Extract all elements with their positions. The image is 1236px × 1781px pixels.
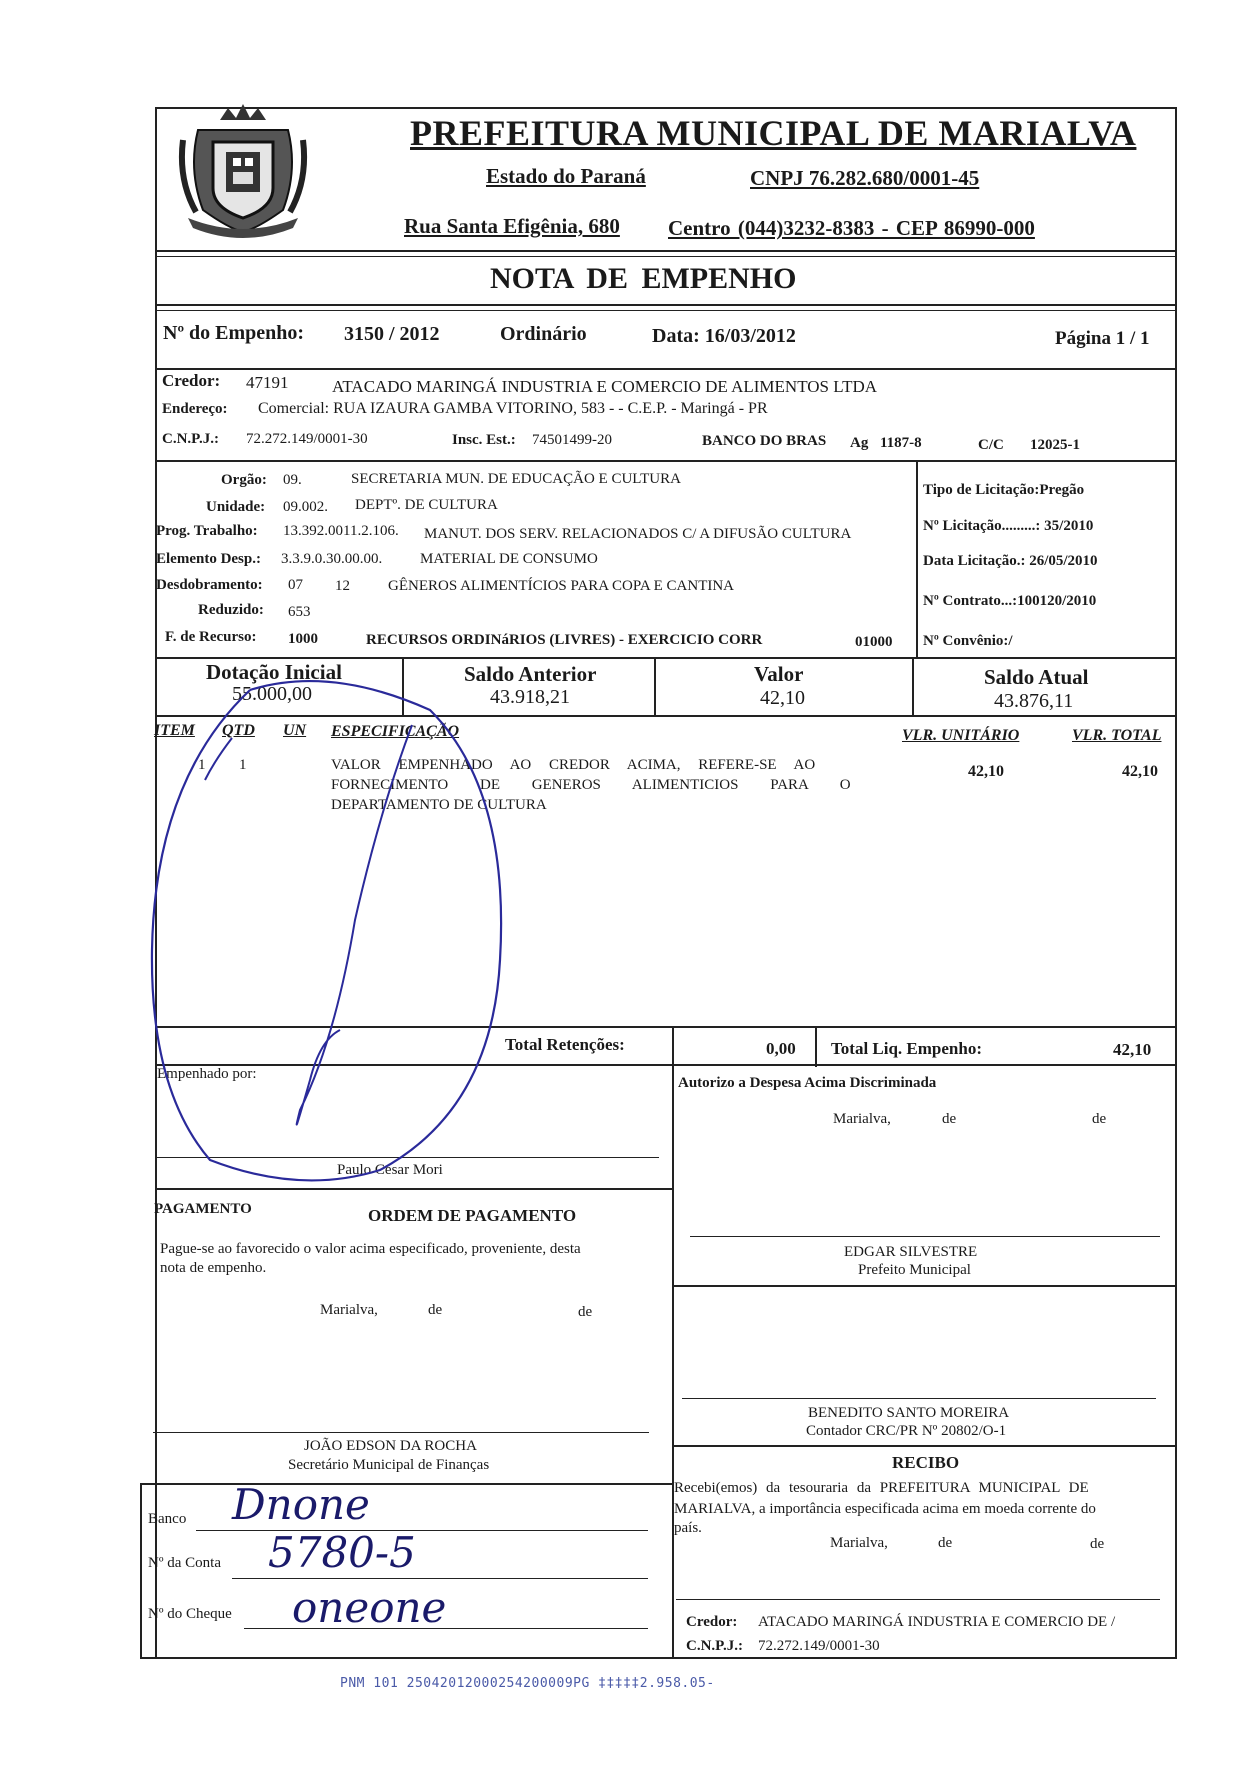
col-un: UN: [283, 722, 307, 739]
empenho-number: 3150 / 2012: [344, 323, 440, 345]
credor-code: 47191: [246, 373, 289, 392]
state-name: Estado do Paraná: [486, 164, 646, 188]
page-number: Página 1 / 1: [1055, 328, 1150, 349]
prog-code: 13.392.0011.2.106.: [283, 523, 399, 539]
cheque-label: Nº do Cheque: [148, 1606, 232, 1622]
address-contact: Centro (044)3232-8383 - CEP 86990-000: [668, 216, 1035, 240]
autorizo-city: Marialva,: [833, 1111, 891, 1127]
recurso-code: 1000: [288, 631, 318, 647]
item-unit-value: 42,10: [968, 763, 1004, 780]
empenhado-por-label: Empenhado por:: [157, 1066, 257, 1082]
recurso-label: F. de Recurso:: [165, 629, 257, 645]
reduzido-value: 653: [288, 604, 311, 620]
unidade-label: Unidade:: [206, 499, 266, 515]
recibo-credor-name: ATACADO MARINGÁ INDUSTRIA E COMERCIO DE /: [758, 1614, 1116, 1630]
empenho-number-label: Nº do Empenho:: [163, 322, 305, 344]
ordem-pagamento-title: ORDEM DE PAGAMENTO: [368, 1206, 577, 1225]
conta-label: Nº da Conta: [148, 1555, 221, 1571]
document-title: NOTA DE EMPENHO: [490, 262, 797, 295]
saldo-anterior-label: Saldo Anterior: [464, 662, 597, 686]
signer-empenho: Paulo César Mori: [337, 1162, 443, 1178]
credor-name: ATACADO MARINGÁ INDUSTRIA E COMERCIO DE ALIMENTOS LTDA: [332, 377, 878, 396]
secretario-role: Secretário Municipal de Finanças: [288, 1457, 490, 1473]
municipality-title: PREFEITURA MUNICIPAL DE MARIALVA: [410, 113, 1137, 153]
address-label: Endereço:: [162, 401, 228, 417]
desdobramento-b: 12: [335, 578, 350, 594]
empenho-type: Ordinário: [500, 323, 587, 345]
liquido-label: Total Liq. Empenho:: [831, 1039, 982, 1058]
cheque-handwritten: oneone: [292, 1583, 447, 1632]
recibo-text-line3: país.: [674, 1520, 702, 1536]
cc-label: C/C: [978, 437, 1004, 453]
insc-label: Insc. Est.:: [452, 432, 516, 448]
insc-value: 74501499-20: [532, 432, 612, 448]
data-licitacao: Data Licitação.: 26/05/2010: [923, 553, 1098, 569]
prog-label: Prog. Trabalho:: [156, 523, 258, 539]
credor-label: Credor:: [162, 371, 221, 390]
recibo-text-line2: MARIALVA, a importância especificada acima em moeda corrente do: [674, 1501, 1096, 1517]
autorizo-title: Autorizo a Despesa Acima Discriminada: [678, 1075, 937, 1091]
col-vlr-unitario: VLR. UNITÁRIO: [902, 727, 1020, 744]
credor-cnpj: 72.272.149/0001-30: [246, 431, 368, 447]
desdobramento-name: GÊNEROS ALIMENTÍCIOS PARA COPA E CANTINA: [388, 578, 735, 594]
pagamento-city: Marialva,: [320, 1302, 378, 1318]
pagamento-de-1: de: [428, 1302, 443, 1318]
elemento-code: 3.3.9.0.30.00.00.: [281, 551, 383, 567]
prefeito-name: EDGAR SILVESTRE: [844, 1244, 978, 1260]
footer-code: PNM 101 25042012000254200009PG ‡‡‡‡‡2.958.05-: [340, 1676, 715, 1691]
valor-label: Valor: [754, 662, 804, 686]
dotacao-label: Dotação Inicial: [206, 660, 342, 684]
orgao-name: SECRETARIA MUN. DE EDUCAÇÃO E CULTURA: [351, 471, 681, 487]
conta-handwritten: 5780-5: [268, 1528, 416, 1577]
recibo-city: Marialva,: [830, 1535, 888, 1551]
elemento-name: MATERIAL DE CONSUMO: [420, 551, 598, 567]
orgao-code: 09.: [283, 472, 302, 488]
agency-number: 1187-8: [880, 435, 922, 451]
orgao-label: Orgão:: [221, 472, 267, 488]
recibo-credor-label: Credor:: [686, 1614, 738, 1630]
pagamento-label: PAGAMENTO: [154, 1201, 252, 1217]
numero-licitacao: Nº Licitação.........: 35/2010: [923, 518, 1094, 534]
numero-contrato: Nº Contrato...:100120/2010: [923, 593, 1097, 609]
recibo-text-line1: Recebi(emos) da tesouraria da PREFEITURA MUNICIPAL DE: [674, 1480, 1089, 1496]
elemento-label: Elemento Desp.:: [156, 551, 261, 567]
col-especificacao: ESPECIFICAÇÃO: [331, 723, 460, 740]
prefeito-role: Prefeito Municipal: [858, 1262, 971, 1278]
item-spec-line1: VALOR EMPENHADO AO CREDOR ACIMA, REFERE-SE AO: [331, 757, 816, 773]
reduzido-label: Reduzido:: [198, 602, 264, 618]
item-number: 1: [198, 757, 206, 773]
item-qtd: 1: [239, 757, 247, 773]
pague-text-line1: Pague-se ao favorecido o valor acima especificado, proveniente, desta: [160, 1241, 581, 1257]
item-spec-line2: FORNECIMENTO DE GENEROS ALIMENTICIOS PARA O: [331, 777, 851, 793]
item-spec-line3: DEPARTAMENTO DE CULTURA: [331, 797, 547, 813]
desdobramento-label: Desdobramento:: [156, 577, 263, 593]
col-item: ITEM: [154, 722, 195, 739]
valor-value: 42,10: [760, 687, 805, 709]
tipo-licitacao: Tipo de Licitação:Pregão: [923, 482, 1085, 498]
col-qtd: QTD: [222, 722, 255, 739]
saldo-atual-label: Saldo Atual: [984, 665, 1089, 689]
recibo-cnpj-label: C.N.P.J.:: [686, 1638, 743, 1654]
recibo-cnpj: 72.272.149/0001-30: [758, 1638, 880, 1654]
liquido-value: 42,10: [1113, 1040, 1152, 1059]
municipality-cnpj: CNPJ 76.282.680/0001-45: [750, 166, 980, 190]
banco-handwritten: Dnone: [232, 1480, 370, 1529]
autorizo-de-2: de: [1092, 1111, 1107, 1127]
saldo-anterior-value: 43.918,21: [490, 686, 570, 708]
contador-name: BENEDITO SANTO MOREIRA: [808, 1405, 1010, 1421]
pagamento-de-2: de: [578, 1304, 593, 1320]
saldo-atual-value: 43.876,11: [994, 690, 1074, 712]
recurso-name: RECURSOS ORDINáRIOS (LIVRES) - EXERCICIO CORR: [366, 632, 763, 648]
contador-role: Contador CRC/PR Nº 20802/O-1: [806, 1423, 1007, 1439]
unidade-name: DEPTº. DE CULTURA: [355, 497, 498, 513]
unidade-code: 09.002.: [283, 499, 328, 515]
municipal-crest-logo: [178, 100, 308, 240]
autorizo-de-1: de: [942, 1111, 957, 1127]
desdobramento-a: 07: [288, 577, 303, 593]
empenho-date: Data: 16/03/2012: [652, 325, 796, 347]
retencoes-label: Total Retenções:: [505, 1035, 625, 1054]
item-total-value: 42,10: [1122, 763, 1158, 780]
recibo-title: RECIBO: [892, 1453, 960, 1472]
cnpj-label: C.N.P.J.:: [162, 431, 219, 447]
banco-label: Banco: [148, 1511, 187, 1527]
numero-convenio: Nº Convênio:/: [923, 633, 1013, 649]
bank-name: BANCO DO BRAS: [702, 433, 827, 449]
pague-text-line2: nota de empenho.: [160, 1260, 267, 1276]
recibo-de-1: de: [938, 1535, 953, 1551]
prog-name: MANUT. DOS SERV. RELACIONADOS C/ A DIFUSÃO CULTURA: [424, 526, 852, 542]
cc-number: 12025-1: [1030, 437, 1080, 453]
col-vlr-total: VLR. TOTAL: [1072, 727, 1162, 744]
dotacao-value: 55.000,00: [232, 683, 312, 705]
recibo-de-2: de: [1090, 1536, 1105, 1552]
credor-address: Comercial: RUA IZAURA GAMBA VITORINO, 583 - - C.E.P. - Maringá - PR: [258, 400, 768, 417]
retencoes-value: 0,00: [766, 1039, 796, 1058]
secretario-name: JOÃO EDSON DA ROCHA: [304, 1438, 477, 1454]
agency-label: Ag: [850, 435, 869, 451]
street-address: Rua Santa Efigênia, 680: [404, 214, 620, 238]
recurso-code2: 01000: [855, 634, 893, 650]
